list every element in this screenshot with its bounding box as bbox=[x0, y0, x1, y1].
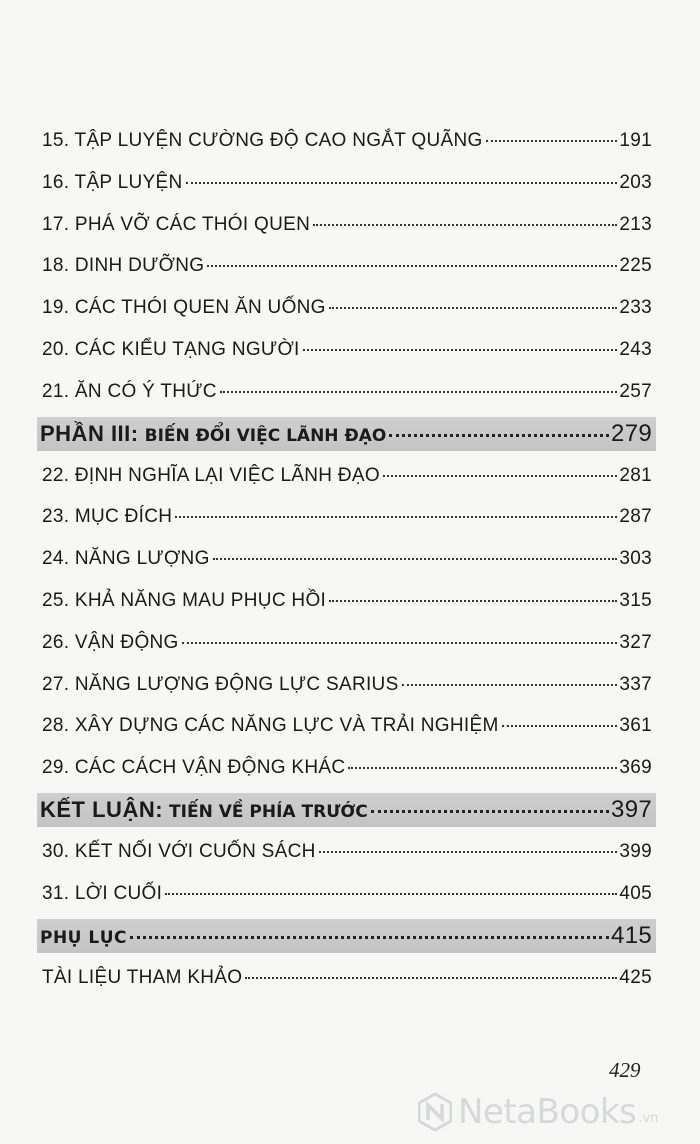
toc-entry-title: 30. KẾT NỐI VỚI CUỐN SÁCH bbox=[42, 840, 316, 862]
toc-entry bbox=[40, 831, 652, 873]
toc-entry bbox=[40, 371, 652, 413]
toc-entry bbox=[40, 496, 652, 538]
toc-part-title bbox=[40, 417, 386, 453]
toc-part-subtitle: TIẾN VỀ PHÍA TRƯỚC bbox=[169, 801, 368, 822]
toc-entry bbox=[40, 455, 652, 497]
toc-page-number: 315 bbox=[619, 589, 652, 611]
dot-leader bbox=[383, 474, 617, 477]
dot-leader bbox=[213, 557, 618, 560]
toc-part-heading bbox=[37, 793, 656, 827]
dot-leader bbox=[220, 390, 618, 393]
dot-leader bbox=[329, 306, 618, 309]
toc-entry bbox=[40, 747, 652, 789]
dot-leader bbox=[371, 809, 609, 813]
toc-page-number: 279 bbox=[611, 419, 652, 447]
toc-entry-title: 31. LỜI CUỐI bbox=[42, 882, 163, 904]
toc-entry-title: 27. NĂNG LƯỢNG ĐỘNG LỰC SARIUS bbox=[42, 673, 399, 695]
toc-page-number: 397 bbox=[611, 795, 652, 823]
toc-entry bbox=[40, 329, 652, 371]
toc-page-number: 361 bbox=[619, 715, 652, 737]
toc-part-heading bbox=[37, 417, 656, 451]
toc-part-label: KẾT LUẬN: bbox=[40, 796, 164, 822]
dot-leader bbox=[130, 935, 609, 939]
toc-entry bbox=[40, 622, 652, 664]
toc-entry-title: TÀI LIỆU THAM KHẢO bbox=[42, 966, 243, 988]
watermark bbox=[418, 1092, 658, 1132]
netabooks-logo-icon bbox=[418, 1093, 452, 1131]
toc-entry-title: 19. CÁC THÓI QUEN ĂN UỐNG bbox=[42, 297, 326, 319]
toc-part-heading bbox=[37, 919, 656, 953]
toc-part-label: PHỤ LỤC bbox=[40, 927, 128, 948]
page-number: 429 bbox=[609, 1058, 641, 1082]
toc-entry bbox=[40, 162, 652, 204]
toc-entry-title: 25. KHẢ NĂNG MAU PHỤC HỒI bbox=[42, 589, 327, 611]
toc-page-number: 369 bbox=[619, 757, 652, 779]
dot-leader bbox=[319, 850, 618, 853]
toc-page-number: 203 bbox=[619, 171, 652, 193]
dot-leader bbox=[389, 433, 609, 437]
toc-entry-title: 17. PHÁ VỠ CÁC THÓI QUEN bbox=[42, 213, 311, 235]
toc-entry-title: 29. CÁC CÁCH VẬN ĐỘNG KHÁC bbox=[42, 757, 346, 779]
watermark-brand: NetaBooks bbox=[458, 1092, 637, 1132]
toc-entry bbox=[40, 664, 652, 706]
dot-leader bbox=[486, 139, 618, 142]
dot-leader bbox=[348, 766, 617, 769]
toc-page-number: 233 bbox=[619, 297, 652, 319]
toc-part-label: PHẦN III: bbox=[40, 420, 139, 446]
dot-leader bbox=[303, 348, 618, 351]
toc-entry bbox=[40, 873, 652, 915]
toc-page-number: 399 bbox=[619, 840, 652, 862]
toc-entry bbox=[40, 287, 652, 329]
toc-page-number: 337 bbox=[619, 673, 652, 695]
table-of-contents bbox=[40, 120, 652, 998]
dot-leader bbox=[502, 724, 618, 727]
dot-leader bbox=[182, 641, 618, 644]
toc-entry-title: 20. CÁC KIỂU TẠNG NGƯỜI bbox=[42, 338, 300, 360]
toc-page-number: 281 bbox=[619, 464, 652, 486]
toc-page-number: 303 bbox=[619, 548, 652, 570]
toc-page-number: 257 bbox=[619, 380, 652, 402]
toc-entry-title: 24. NĂNG LƯỢNG bbox=[42, 548, 210, 570]
dot-leader bbox=[175, 515, 617, 518]
toc-entry-title: 23. MỤC ĐÍCH bbox=[42, 506, 173, 528]
toc-entry-title: 26. VẬN ĐỘNG bbox=[42, 631, 179, 653]
toc-page-number: 425 bbox=[619, 966, 652, 988]
dot-leader bbox=[207, 264, 617, 267]
toc-entry-title: 21. ĂN CÓ Ý THỨC bbox=[42, 380, 217, 402]
toc-page-number: 405 bbox=[619, 882, 652, 904]
toc-entry-title: 16. TẬP LUYỆN bbox=[42, 171, 183, 193]
watermark-suffix: .vn bbox=[638, 1111, 659, 1126]
toc-part-subtitle: BIẾN ĐỔI VIỆC LÃNH ĐẠO bbox=[144, 425, 387, 446]
toc-entry-title: 15. TẬP LUYỆN CƯỜNG ĐỘ CAO NGẮT QUÃNG bbox=[42, 130, 483, 151]
toc-page-number: 287 bbox=[619, 506, 652, 528]
toc-entry bbox=[40, 204, 652, 246]
toc-page-number: 191 bbox=[619, 130, 652, 151]
toc-entry bbox=[40, 538, 652, 580]
dot-leader bbox=[313, 223, 617, 226]
toc-page-number: 415 bbox=[611, 921, 652, 949]
dot-leader bbox=[245, 976, 617, 979]
dot-leader bbox=[165, 892, 617, 895]
toc-page-number: 243 bbox=[619, 338, 652, 360]
dot-leader bbox=[186, 181, 618, 184]
toc-entry bbox=[40, 957, 652, 999]
toc-entry-title: 22. ĐỊNH NGHĨA LẠI VIỆC LÃNH ĐẠO bbox=[42, 464, 380, 486]
toc-entry-title: 18. DINH DƯỠNG bbox=[42, 255, 205, 277]
toc-entry bbox=[40, 705, 652, 747]
toc-entry bbox=[40, 120, 652, 162]
toc-page-number: 225 bbox=[619, 255, 652, 277]
dot-leader bbox=[329, 599, 617, 602]
dot-leader bbox=[402, 683, 618, 686]
toc-entry-title: 28. XÂY DỰNG CÁC NĂNG LỰC VÀ TRẢI NGHIỆM bbox=[42, 715, 499, 737]
toc-entry bbox=[40, 245, 652, 287]
toc-part-title bbox=[40, 921, 127, 955]
toc-part-title bbox=[40, 793, 368, 829]
toc-page-number: 213 bbox=[619, 213, 652, 235]
toc-entry bbox=[40, 580, 652, 622]
toc-page-number: 327 bbox=[619, 631, 652, 653]
